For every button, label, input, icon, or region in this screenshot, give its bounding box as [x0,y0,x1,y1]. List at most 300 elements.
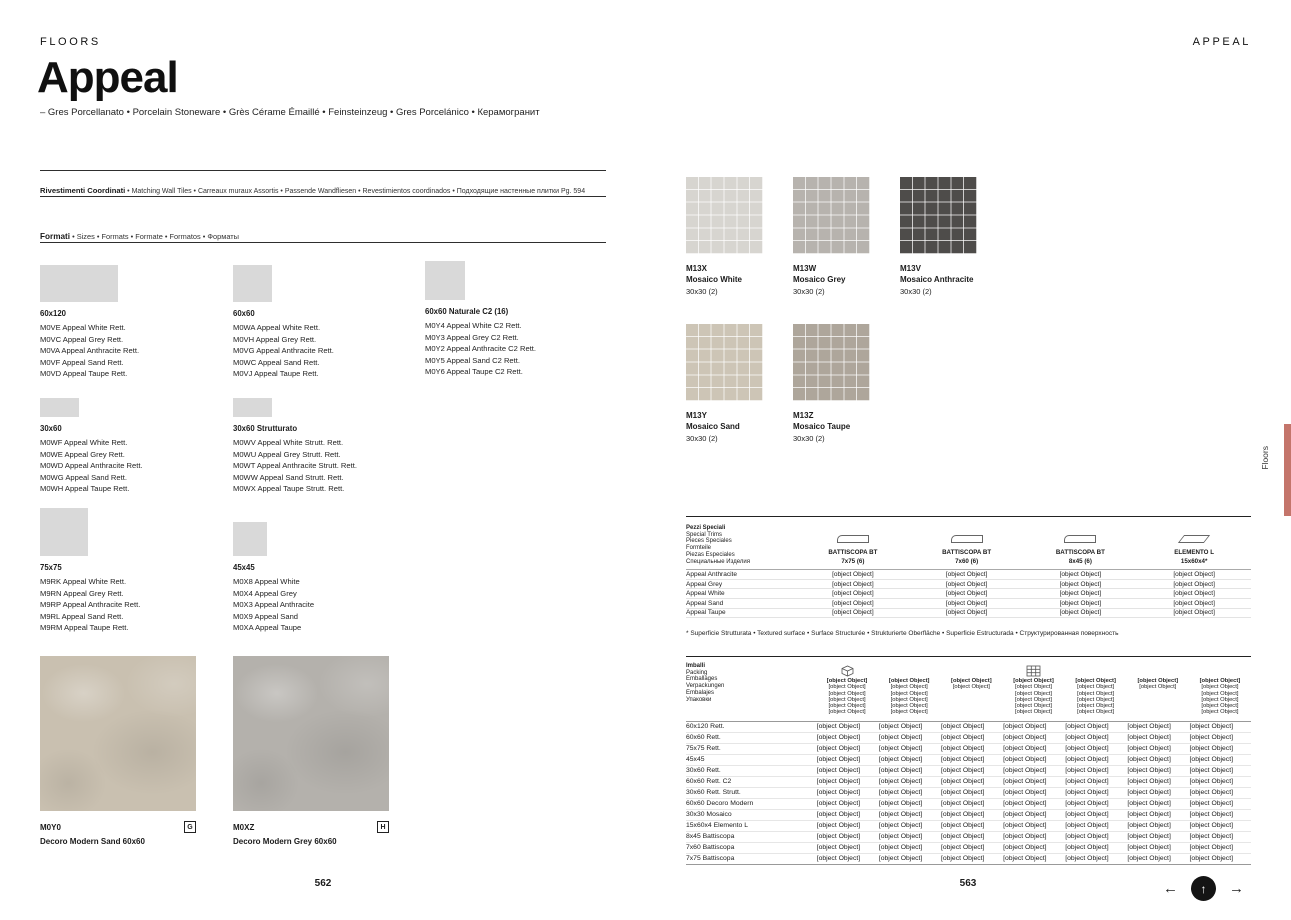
packing-column-label-line: [object Object] [1077,709,1115,716]
product-item: M0Y3 Appeal Grey C2 Rett. [425,332,519,342]
packing-value: [object Object] [1189,756,1233,764]
packing-value: [object Object] [816,833,861,841]
packing-column-label-line: [object Object] [828,690,866,697]
packing-value: [object Object] [1127,800,1171,808]
product-item: M0WF Appeal White Rett. [40,438,128,447]
packing-row [686,810,1251,821]
trim-code: [object Object] [945,571,988,579]
coordinated-walls-bold: Rivestimenti Coordinati [40,186,126,195]
product-item: M0VA Appeal Anthracite Rett. [40,346,140,356]
packing-value: [object Object] [878,800,923,808]
packing-value: [object Object] [1189,789,1233,797]
format-group-60x60 [233,263,423,380]
trim-code: [object Object] [832,590,874,598]
product-item: M0X4 Appeal Grey [233,588,297,598]
packing-value: [object Object] [1003,734,1047,742]
packing-value: [object Object] [1065,822,1109,830]
trims-heading-line: Специальные Изделия [686,558,750,565]
special-trims-header [686,525,1251,570]
packing-value: [object Object] [940,811,985,819]
packing-value: [object Object] [1003,778,1047,786]
trim-row-label: Appeal White [686,590,725,598]
trim-column-header [1024,525,1138,565]
packing-value: [object Object] [1189,822,1233,830]
packing-value: [object Object] [1189,734,1233,742]
product-size: 30x30 (2) [686,433,718,443]
packing-value: [object Object] [1065,789,1109,797]
packing-row [686,854,1251,865]
packing-row [686,766,1251,777]
tile-thumbnail [425,261,465,300]
packing-value: [object Object] [1127,767,1171,775]
product-item: M0WX Appeal Taupe Strutt. Rett. [233,484,345,494]
packing-column-label-line: [object Object] [888,678,930,684]
product-item: M0Y2 Appeal Anthracite C2 Rett. [425,344,537,354]
trim-code: [object Object] [945,580,988,588]
packing-value: [object Object] [1189,811,1233,819]
format-size-label: 60x120 [40,309,67,318]
trims-heading-line: Piezas Especiales [686,551,735,558]
battiscopa-icon [837,535,869,543]
product-name: Mosaico Taupe [793,422,851,431]
format-group-75x75 [40,508,230,634]
scroll-top-button[interactable] [1191,876,1216,901]
product-item: M0WT Appeal Anthracite Strutt. Rett. [233,461,357,471]
packing-row-label: 60x60 Decoro Modern [686,800,754,808]
tile-thumbnail [233,398,272,417]
trim-column-size: 15x60x4* [1180,558,1208,566]
textured-surface-note: * Superficie Strutturata • Textured surface • Surface Structurée • Strukturierte Oberfläche • Superficie Estructurada • Структурированная поверхность [686,630,1119,637]
packing-value: [object Object] [878,723,923,731]
packing-value: [object Object] [940,756,985,764]
mosaic-product [900,177,977,324]
packing-row-label: 60x120 Rett. [686,723,725,731]
packing-value: [object Object] [878,822,923,830]
packing-value: [object Object] [1003,723,1047,731]
trim-column-header [910,525,1024,565]
packing-column-label-line: [object Object] [828,684,866,691]
packing-column-header [1189,663,1251,716]
packing-value: [object Object] [816,723,861,731]
format-group-30x60 [40,398,230,495]
packing-value: [object Object] [878,789,923,797]
trim-code: [object Object] [1059,590,1102,598]
trim-code: [object Object] [945,590,988,598]
packing-value: [object Object] [1065,745,1109,753]
packing-value: [object Object] [1003,745,1047,753]
packing-row [686,777,1251,788]
packing-value: [object Object] [878,734,923,742]
decoro-product [233,656,389,846]
packing-value: [object Object] [940,745,985,753]
packing-column-label-line: [object Object] [890,690,928,697]
packing-value: [object Object] [1065,734,1109,742]
packing-value: [object Object] [940,767,985,775]
decoro-products [40,656,389,846]
pager-controls [1163,876,1244,901]
packing-value: [object Object] [1003,855,1047,863]
mosaic-image [793,324,870,401]
packing-value: [object Object] [1003,811,1047,819]
battiscopa-icon [951,535,983,543]
up-arrow-icon: ↑ [1200,881,1207,896]
trim-column-header [1137,525,1251,565]
packing-value: [object Object] [816,822,861,830]
product-size: 30x30 (2) [793,433,825,443]
product-item: M0WH Appeal Taupe Rett. [40,484,130,494]
packing-column-header [1127,663,1189,716]
packing-column-label-line: [object Object] [1014,684,1053,691]
format-size-label: 75x75 [40,563,62,572]
packing-row-label: 30x60 Rett. Strutt. [686,789,741,797]
packing-row-label: 30x30 Mosaico [686,811,732,819]
trim-code: [object Object] [945,599,988,607]
mosaic-image [686,177,763,254]
packing-value: [object Object] [1065,833,1109,841]
packing-value: [object Object] [940,855,985,863]
product-item: M0WE Appeal Grey Rett. [40,449,125,459]
packing-row-label: 60x60 Rett. [686,734,721,742]
tile-thumbnail [233,522,267,556]
packing-row-label: 45x45 [686,756,705,764]
packing-heading-line: Verpackungen [686,683,725,690]
packing-value: [object Object] [1003,844,1047,852]
mosaics-grid [686,177,977,471]
trim-column-header [796,525,910,565]
variant-badge: H [377,821,389,833]
mosaic-product [686,177,763,324]
product-item: M0VC Appeal Grey Rett. [40,334,124,344]
packing-value: [object Object] [816,767,861,775]
packing-column-header [878,663,940,716]
coordinated-walls-rest: • Matching Wall Tiles • Carreaux muraux Assortis • Passende Wandfliesen • Revestimientos coordinados • Подходящие настенные плитки Pg. 594 [125,188,586,195]
packing-value: [object Object] [940,789,985,797]
page-title: Appeal [37,53,178,102]
mosaic-product [793,177,870,324]
packing-value: [object Object] [1127,833,1171,841]
packing-value: [object Object] [1003,800,1047,808]
trim-column-title: BATTISCOPA BT [1055,549,1105,557]
packing-value: [object Object] [878,855,923,863]
trim-row-label: Appeal Taupe [686,609,726,617]
packing-value: [object Object] [1127,745,1171,753]
packing-column-label-line: [object Object] [1014,690,1053,697]
packing-value: [object Object] [878,767,923,775]
packing-row [686,799,1251,810]
trim-code: [object Object] [945,609,988,617]
product-item: M0Y5 Appeal Sand C2 Rett. [425,355,520,365]
product-item: M0VD Appeal Taupe Rett. [40,369,128,379]
product-item: M0WU Appeal Grey Strutt. Rett. [233,449,341,459]
packing-column-label-line: [object Object] [828,703,866,710]
packing-value: [object Object] [940,723,985,731]
packing-column-label-line: [object Object] [1077,696,1115,703]
decoro-product [40,656,196,846]
trim-code: [object Object] [1059,580,1102,588]
packing-value: [object Object] [878,844,923,852]
product-item: M0X9 Appeal Sand [233,611,299,621]
packing-value: [object Object] [1065,855,1109,863]
packing-value: [object Object] [816,778,861,786]
packing-header [686,663,1251,722]
packing-row [686,744,1251,755]
packing-column-label-line: [object Object] [1077,703,1115,710]
trim-row-label: Appeal Anthracite [686,571,737,579]
product-item: M0WV Appeal White Strutt. Rett. [233,438,344,447]
packing-table [686,656,1251,865]
elemento-l-icon [1178,535,1210,543]
format-group-30x60-strutturato [233,398,423,495]
product-name: Decoro Modern Grey 60x60 [233,837,337,846]
trim-column-size: 7x60 (6) [955,558,979,566]
packing-value: [object Object] [1003,767,1047,775]
packing-value: [object Object] [1189,844,1233,852]
packing-column-label-line: [object Object] [1201,690,1239,697]
trim-column-size: 7x75 (6) [841,558,865,566]
product-item: M0WC Appeal Sand Rett. [233,357,320,367]
packing-value: [object Object] [816,789,861,797]
packing-row-label: 75x75 Rett. [686,745,721,753]
format-group-45x45 [233,508,423,634]
packing-value: [object Object] [816,800,861,808]
format-size-label: 60x60 Naturale C2 (16) [425,307,509,316]
tile-thumbnail [40,398,79,417]
packing-value: [object Object] [878,756,923,764]
packing-value: [object Object] [1065,778,1109,786]
packing-value: [object Object] [816,844,861,852]
product-item: M0VH Appeal Grey Rett. [233,334,317,344]
packing-value: [object Object] [878,778,923,786]
product-item: M0Y6 Appeal Taupe C2 Rett. [425,367,523,377]
packing-column-label-line: [object Object] [890,703,928,710]
decoro-image [233,656,389,811]
packing-value: [object Object] [1189,800,1233,808]
left-page-number: 562 [314,878,332,889]
product-name: Mosaico White [686,275,743,284]
packing-column-label-line: [object Object] [1139,684,1177,691]
product-item: M0X8 Appeal White [233,577,300,586]
special-trims-table [686,516,1251,618]
packing-heading-line: Упаковки [686,696,712,703]
prev-page-button[interactable]: ← [1163,880,1178,897]
packing-column-label-line: [object Object] [1199,678,1241,684]
product-name: Decoro Modern Sand 60x60 [40,837,145,846]
product-item: M0WA Appeal White Rett. [233,323,321,332]
packing-column-label-line: [object Object] [826,678,868,684]
packing-column-label-line: [object Object] [952,684,990,691]
packing-value: [object Object] [1065,811,1109,819]
packing-value: [object Object] [1127,734,1171,742]
packing-row-label: 60x60 Rett. C2 [686,778,732,786]
packing-column-label-line: [object Object] [1201,684,1239,691]
packing-value: [object Object] [816,811,861,819]
trim-column-title: BATTISCOPA BT [942,549,992,557]
packing-value: [object Object] [1127,844,1171,852]
tile-thumbnail [40,265,118,302]
packing-value: [object Object] [816,855,861,863]
packing-value: [object Object] [940,800,985,808]
tile-thumbnail [233,265,272,302]
packing-value: [object Object] [1127,778,1171,786]
packing-value: [object Object] [1065,756,1109,764]
packing-row-label: 8x45 Battiscopa [686,833,735,841]
trim-code: [object Object] [1173,599,1215,607]
packing-column-label-line: [object Object] [1077,684,1115,691]
packing-row-label: 7x60 Battiscopa [686,844,735,852]
product-item: M9RP Appeal Anthracite Rett. [40,600,141,610]
packing-value: [object Object] [816,734,861,742]
variant-badge: G [184,821,196,833]
packing-heading-line: Packing [686,669,708,676]
trim-column-title: BATTISCOPA BT [828,549,878,557]
packing-value: [object Object] [1189,833,1233,841]
packing-column-header [1002,663,1064,716]
product-name: Mosaico Grey [793,275,846,284]
format-size-label: 30x60 Strutturato [233,424,298,433]
packing-column-header [940,663,1002,716]
packing-value: [object Object] [878,745,923,753]
packing-value: [object Object] [1003,833,1047,841]
product-item: M9RL Appeal Sand Rett. [40,611,124,621]
product-item: M0XA Appeal Taupe [233,623,302,633]
packing-value: [object Object] [1189,855,1233,863]
packing-row [686,821,1251,832]
format-size-label: 30x60 [40,424,62,433]
product-item: M0VJ Appeal Taupe Rett. [233,369,319,379]
battiscopa-icon [1064,535,1096,543]
product-size: 30x30 (2) [686,286,718,296]
packing-row-label: 7x75 Battiscopa [686,855,735,863]
packing-column-label-line: [object Object] [890,684,928,691]
packing-value: [object Object] [1065,723,1109,731]
trim-column-title: ELEMENTO L [1174,549,1214,557]
packing-value: [object Object] [816,756,861,764]
product-code: M13Y [686,411,707,420]
mosaic-image [686,324,763,401]
trim-code: [object Object] [1173,609,1215,617]
packing-row [686,832,1251,843]
product-size: 30x30 (2) [793,286,825,296]
formats-heading-bold: Formati [40,232,71,241]
packing-column-label-line: [object Object] [1201,703,1239,710]
packing-value: [object Object] [940,822,985,830]
trim-code: [object Object] [832,599,874,607]
product-item: M9RN Appeal Grey Rett. [40,588,124,598]
packing-value: [object Object] [1065,844,1109,852]
packing-value: [object Object] [1127,811,1171,819]
packing-value: [object Object] [1003,822,1047,830]
product-code: M0XZ [233,822,255,832]
packing-row-label: 30x60 Rett. [686,767,721,775]
trim-code: [object Object] [1059,571,1102,579]
product-code: M13W [793,264,817,273]
packing-row [686,788,1251,799]
packing-column-label-line: [object Object] [1075,678,1116,684]
product-item: M0WG Appeal Sand Rett. [40,472,127,482]
trims-heading-line: Pieces Speciales [686,538,732,545]
packing-value: [object Object] [1127,756,1171,764]
trim-code: [object Object] [1173,571,1215,579]
mosaic-product [793,324,870,471]
product-item: M0Y4 Appeal White C2 Rett. [425,321,522,330]
product-name: Mosaico Sand [686,422,740,431]
packing-row [686,733,1251,744]
packing-heading-line: Emballages [686,676,718,683]
decoro-image [40,656,196,811]
product-code: M13Z [793,411,814,420]
trim-code: [object Object] [832,580,874,588]
page-subtitle: – Gres Porcellanato • Porcelain Stoneware • Grès Cérame Émaillé • Feinsteinzeug • Gres Porcelánico • Керамогранит [40,107,540,118]
divider [40,196,606,197]
packing-heading-line: Imballi [686,663,706,669]
product-code: M13V [900,264,921,273]
floors-section-tab[interactable]: Floors [1260,446,1270,470]
packing-value: [object Object] [940,844,985,852]
packing-value: [object Object] [1189,745,1233,753]
packing-value: [object Object] [1065,800,1109,808]
trim-code: [object Object] [832,571,874,579]
packing-value: [object Object] [1127,789,1171,797]
mosaic-image [793,177,870,254]
packing-value: [object Object] [1127,855,1171,863]
packing-column-label-line: [object Object] [1201,709,1239,716]
packing-value: [object Object] [1189,778,1233,786]
product-item: M0VE Appeal White Rett. [40,323,126,332]
product-item: M0VF Appeal Sand Rett. [40,357,124,367]
product-item: M0X3 Appeal Anthracite [233,600,315,610]
divider [40,242,606,243]
trim-code: [object Object] [1059,609,1102,617]
packing-column-label-line: [object Object] [951,678,992,684]
next-page-button[interactable]: → [1229,880,1244,897]
packing-column-label-line: [object Object] [1137,678,1179,684]
packing-column-label-line: [object Object] [1014,709,1053,716]
packing-column-header [816,663,878,716]
packing-column-label-line: [object Object] [828,696,866,703]
packing-column-label-line: [object Object] [1013,678,1054,684]
mosaic-image [900,177,977,254]
packing-value: [object Object] [940,833,985,841]
packing-column-label-line: [object Object] [1077,690,1115,697]
packing-column-label-line: [object Object] [1201,696,1239,703]
divider [40,170,606,171]
packing-row [686,755,1251,766]
trim-row-label: Appeal Grey [686,580,723,588]
packing-column-label-line: [object Object] [828,709,866,716]
packing-value: [object Object] [1003,789,1047,797]
packing-value: [object Object] [1127,822,1171,830]
product-item: M9RM Appeal Taupe Rett. [40,623,129,633]
format-size-label: 60x60 [233,309,255,318]
packing-value: [object Object] [940,734,985,742]
product-item: M0WW Appeal Sand Strutt. Rett. [233,472,344,482]
packing-column-label-line: [object Object] [1014,703,1053,710]
trims-heading-line: Formteile [686,545,712,552]
formats-heading-rest: • Sizes • Formats • Formate • Formatos • Форматы [70,232,239,241]
format-group-60x120 [40,263,230,380]
product-item: M9RK Appeal White Rett. [40,577,127,586]
trim-row [686,609,1251,619]
packing-value: [object Object] [1189,767,1233,775]
pallet-icon [1026,665,1041,677]
trim-code: [object Object] [1173,590,1215,598]
packing-row [686,843,1251,854]
mosaic-product [686,324,763,471]
format-group-60x60-naturale-c2 [425,261,615,378]
left-page-eyebrow: FLOORS [40,36,101,48]
trims-heading-line: Pezzi Speciali [686,525,726,531]
packing-column-label-line: [object Object] [890,696,928,703]
